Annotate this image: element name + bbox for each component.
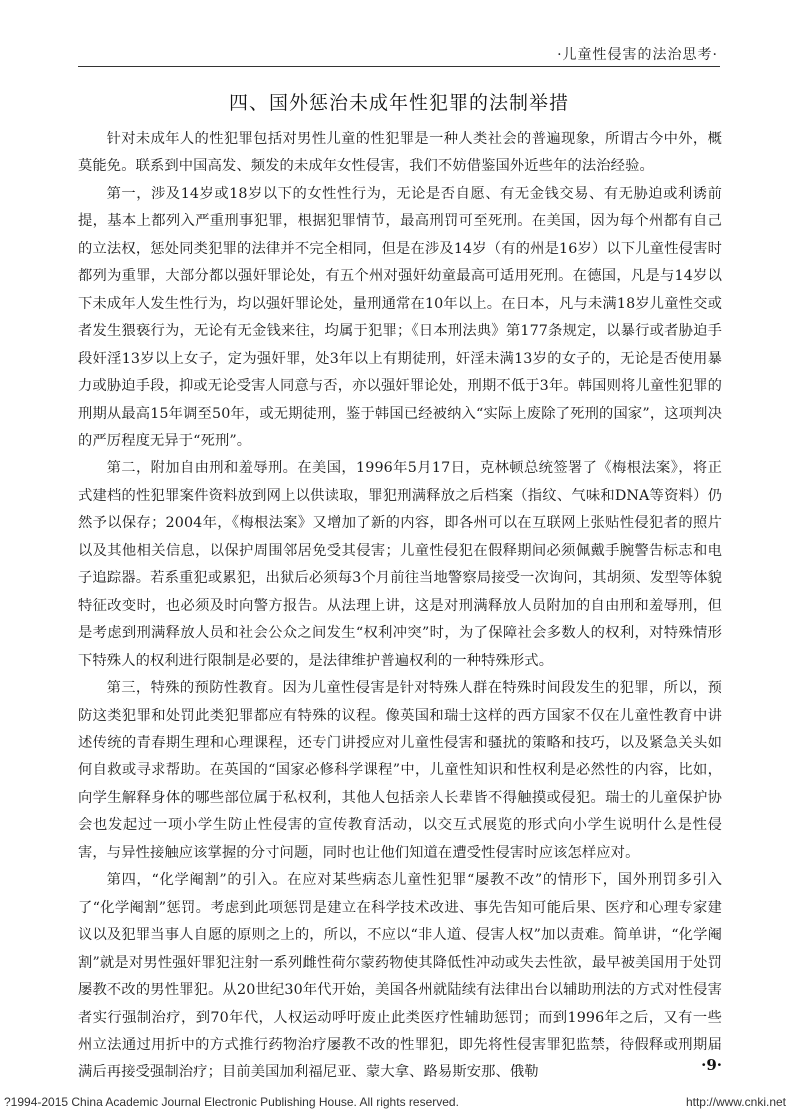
paragraph-fourth-measure: 第四，“化学阉割”的引入。在应对某些病态儿童性犯罪“屡教不改”的情形下，国外刑罚多引入了“化学阉割”惩罚。考虑到此项惩罚是建立在科学技术改进、事先告知可能后果、医疗和心理专家建议以及犯罪当事人自愿的原则之上的，所以，不应以“非人道、侵害人权”加以责难。简单讲，“化学阉割”就是对男性强奸罪犯注射一系列雌性荷尔蒙药物使其降低性冲动或失去性欲，最早被美国用于处罚屡教不改的男性罪犯。从20世纪30年代开始，美国各州就陆续有法律出台以辅助刑法的方式对性侵害者实行强制治疗，到70年代，人权运动呼吁废止此类医疗性辅助惩罚；而到1996年之后，又有一些州立法通过用折中的方式推行药物治疗屡教不改的性罪犯，即先将性侵害罪犯监禁，待假释或刑期届满后再接受强制治疗；目前美国加利福尼亚、蒙大拿、路易斯安那、俄勒 <box>78 872 722 1081</box>
article-body <box>78 126 722 1087</box>
section-title: 四、国外惩治未成年性犯罪的法制举措 <box>228 92 569 114</box>
footer-copyright: ?1994-2015 China Academic Journal Electronic Publishing House. All rights reserved. <box>4 1095 459 1109</box>
paragraph-first-measure: 第一，涉及14岁或18岁以下的女性性行为，无论是否自愿、有无金钱交易、有无胁迫或利诱前提，基本上都列入严重刑事犯罪，根据犯罪情节，最高刑罚可至死刑。在美国，因为每个州都有自己的立法权，惩处同类犯罪的法律并不完全相同，但是在涉及14岁（有的州是16岁）以下儿童性侵害时都列为重罪，大部分都以强奸罪论处，有五个州对强奸幼童最高可适用死刑。在德国，凡是与14岁以下未成年人发生性行为，均以强奸罪论处，量刑通常在10年以上。在日本，凡与未满18岁儿童性交或者发生猥亵行为，无论有无金钱来往，均属于犯罪；《日本刑法典》第177条规定，以暴行或者胁迫手段奸淫13岁以上女子，定为强奸罪，处3年以上有期徒刑，奸淫未满13岁的女子的，无论是否使用暴力或胁迫手段，抑或无论受害人同意与否，亦以强奸罪论处，刑期不低于3年。韩国则将儿童性犯罪的刑期从最高15年调至50年，或无期徒刑，鉴于韩国已经被纳入“实际上废除了死刑的国家”，这项判决的严厉程度无异于“死刑”。 <box>78 185 722 449</box>
paragraph-third-measure: 第三，特殊的预防性教育。因为儿童性侵害是针对特殊人群在特殊时间段发生的犯罪，所以，预防这类犯罪和处罚此类犯罪都应有特殊的议程。像英国和瑞士这样的西方国家不仅在儿童性教育中讲述传统的青春期生理和心理课程，还专门讲授应对儿童性侵害和骚扰的策略和技巧，以及紧急关头如何自救或寻求帮助。在英国的“国家必修科学课程”中，儿童性知识和性权利是必然性的内容，比如，向学生解释身体的哪些部位属于私权利，其他人包括亲人长辈皆不得触摸或侵犯。瑞士的儿童保护协会也发起过一项小学生防止性侵害的宣传教育活动，以交互式展览的形式向小学生说明什么是性侵害，与异性接触应该掌握的分寸问题，同时也让他们知道在遭受性侵害时应该怎样应对。 <box>78 680 722 861</box>
running-header: ·儿童性侵害的法治思考· <box>557 47 718 63</box>
header-divider <box>78 66 720 67</box>
paragraph-intro: 针对未成年人的性犯罪包括对男性儿童的性犯罪是一种人类社会的普遍现象，所谓古今中外，概莫能免。联系到中国高发、频发的未成年女性侵害，我们不妨借鉴国外近些年的法治经验。 <box>78 131 722 175</box>
footer-url-link[interactable]: http://www.cnki.net <box>685 1095 786 1109</box>
page-number: ·9· <box>701 1056 722 1074</box>
paragraph-second-measure: 第二，附加自由刑和羞辱刑。在美国，1996年5月17日，克林顿总统签署了《梅根法案》，将正式建档的性犯罪案件资料放到网上以供读取，罪犯刑满释放之后档案（指纹、气味和DNA等资料）仍然予以保存；2004年，《梅根法案》又增加了新的内容，即各州可以在互联网上张贴性侵犯者的照片以及其他相关信息，以保护周围邻居免受其侵害；儿童性侵犯在假释期间必须佩戴手腕警告标志和电子追踪器。若系重犯或累犯，出狱后必须每3个月前往当地警察局接受一次询问，其胡须、发型等体貌特征改变时，也必须及时向警方报告。从法理上讲，这是对刑满释放人员附加的自由刑和羞辱刑，但是考虑到刑满释放人员和社会公众之间发生“权利冲突”时，为了保障社会多数人的权利，对特殊情形下特殊人的权利进行限制是必要的，是法律维护普遍权利的一种特殊形式。 <box>78 460 722 669</box>
